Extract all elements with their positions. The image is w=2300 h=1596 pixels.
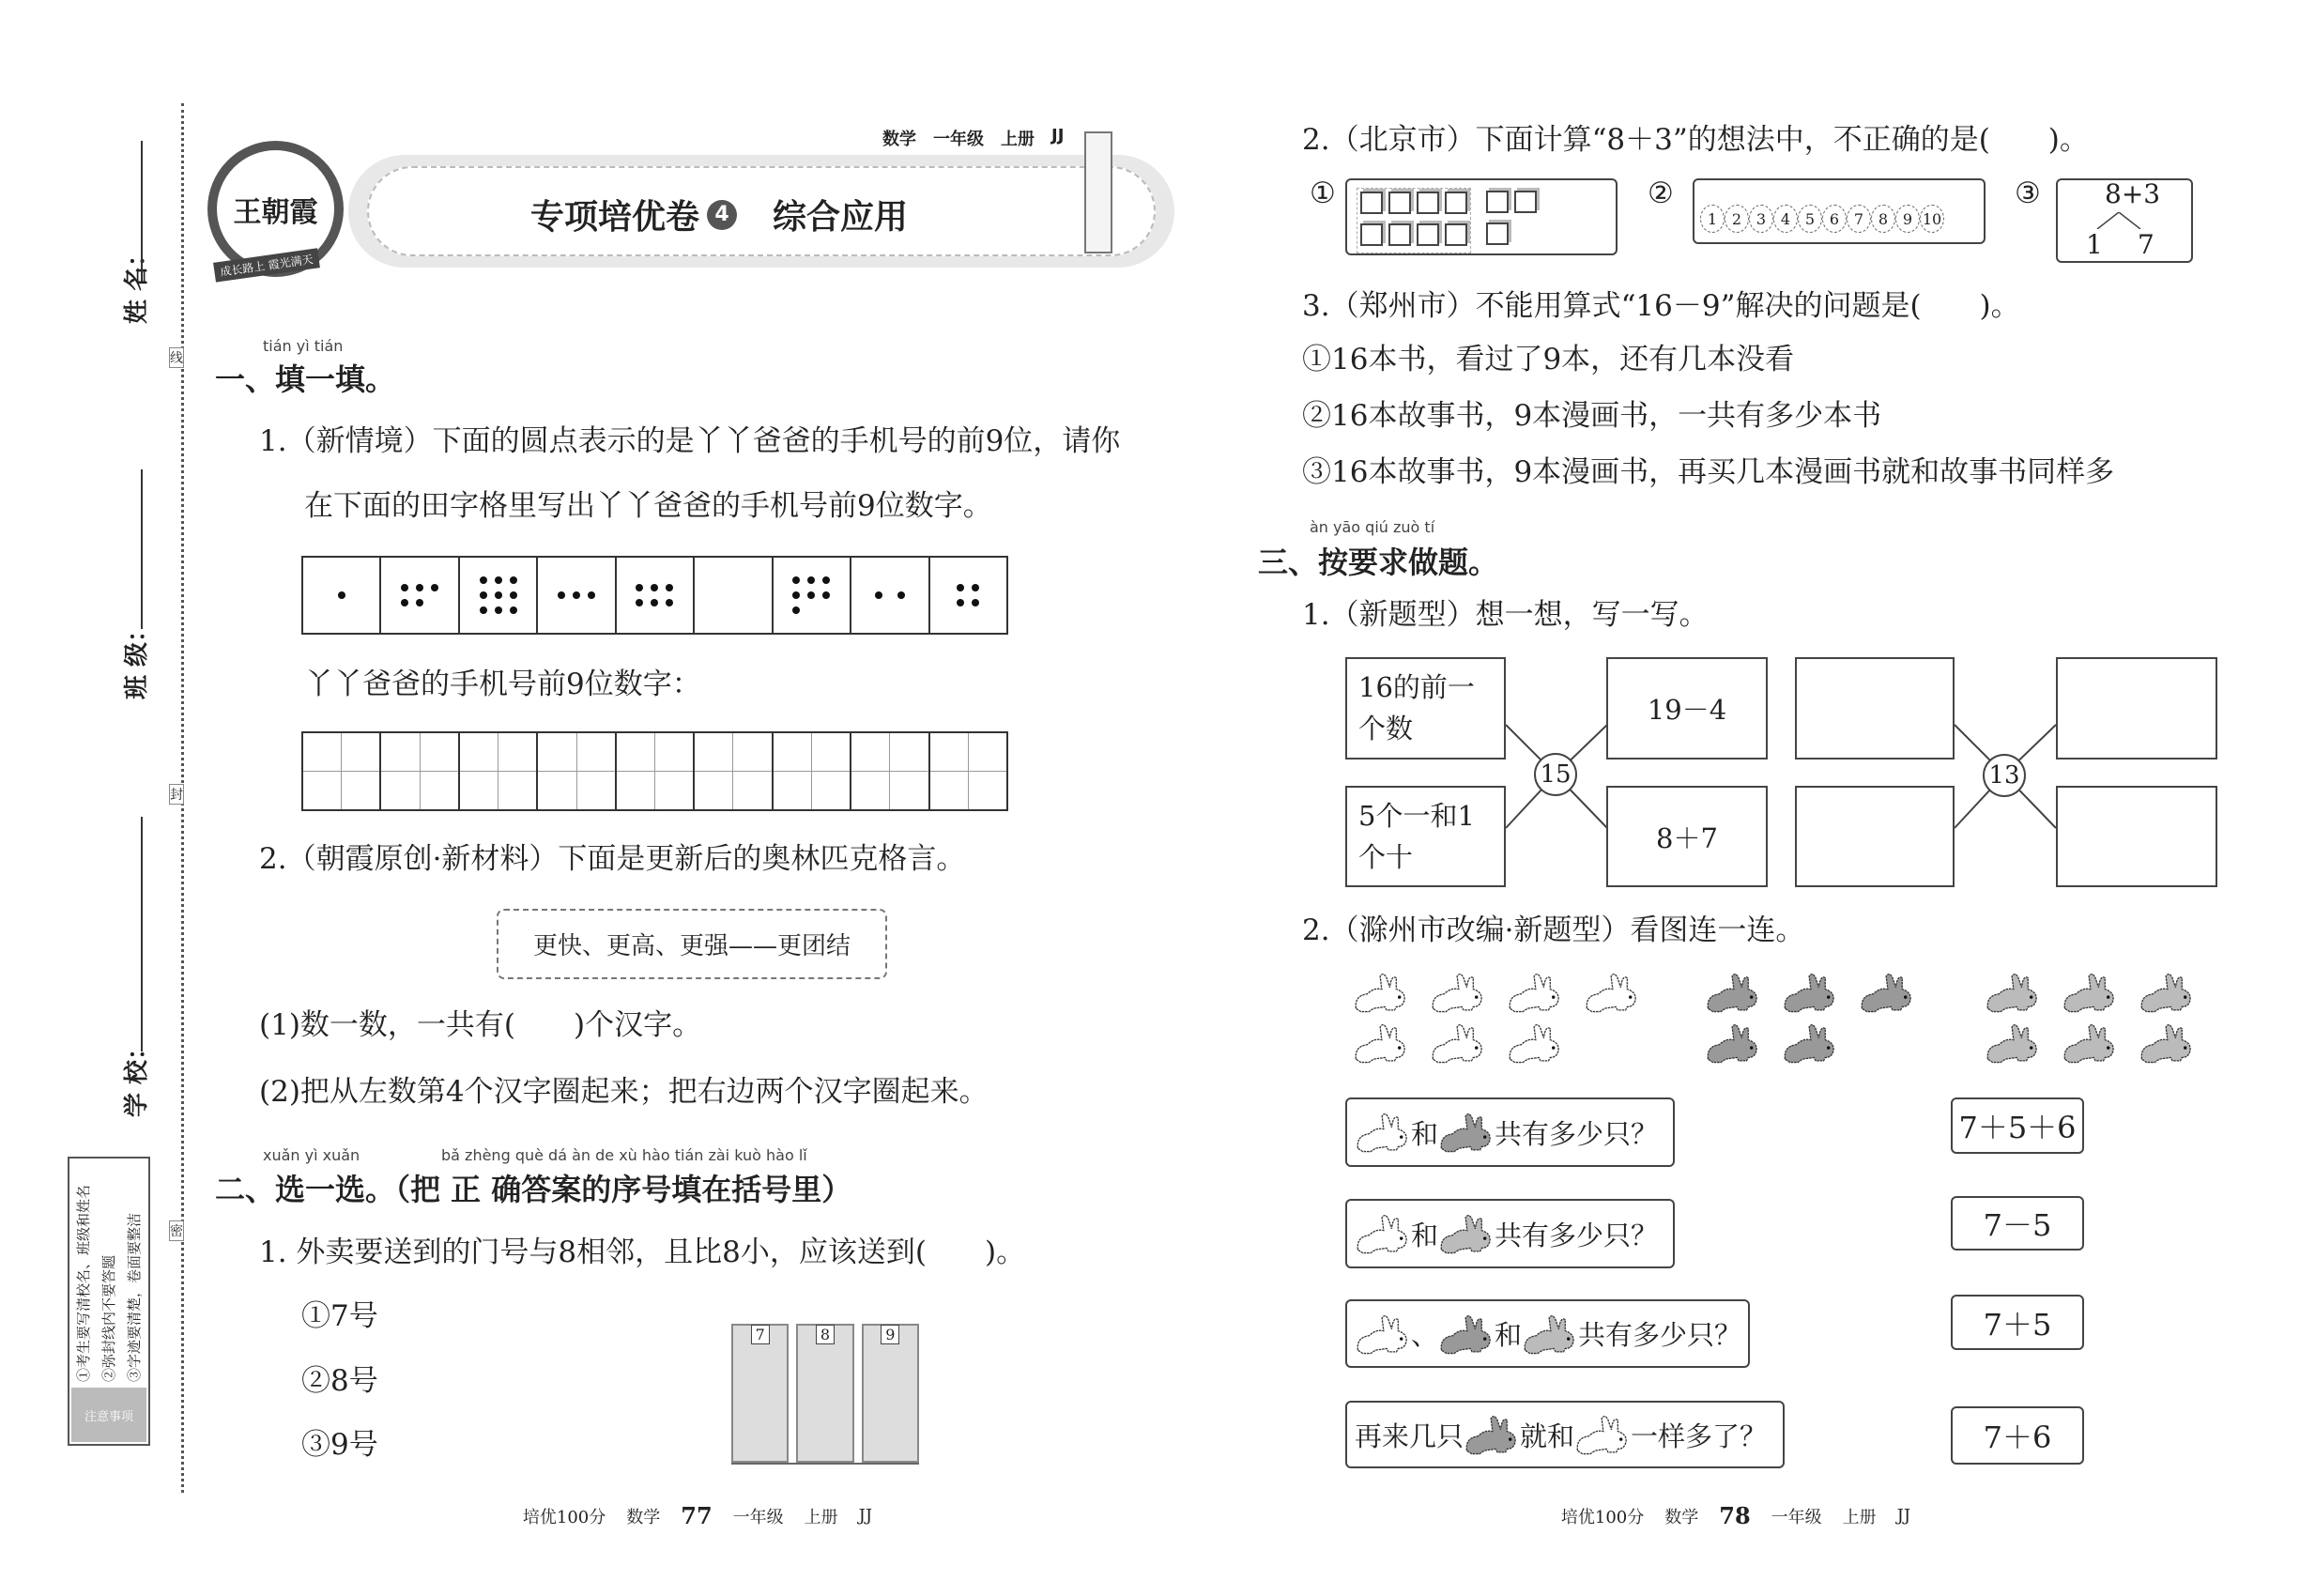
page-title bbox=[530, 191, 908, 238]
gray-rabbit-icon bbox=[1859, 971, 1915, 1014]
dot bbox=[792, 576, 800, 584]
dot bbox=[957, 584, 964, 591]
notice-item: ②弥封线内不要答题 bbox=[100, 1254, 117, 1382]
spotted-rabbit-icon bbox=[2062, 971, 2118, 1014]
gray-rabbit-icon bbox=[1705, 1021, 1761, 1065]
lighthouse-icon bbox=[1084, 131, 1112, 253]
question-prompt: 丫丫爸爸的手机号前9位数字： bbox=[304, 668, 701, 701]
option-label: ② bbox=[1648, 176, 1674, 210]
tianzige-cell[interactable] bbox=[460, 733, 538, 809]
dot-cell bbox=[303, 558, 381, 633]
footer-volume: 上册 bbox=[1842, 1507, 1877, 1527]
option: ③9号 bbox=[301, 1428, 378, 1462]
name-field[interactable] bbox=[141, 141, 143, 282]
split-tree bbox=[2056, 178, 2193, 263]
section-1-title: 一、填一填。 bbox=[215, 361, 396, 397]
option: ①7号 bbox=[301, 1299, 378, 1333]
dot bbox=[416, 584, 423, 591]
white-rabbit-icon bbox=[1507, 971, 1563, 1014]
white-rabbit-icon bbox=[1507, 1021, 1563, 1065]
doors-illustration bbox=[731, 1324, 919, 1465]
number-box: 5个一和1个十 bbox=[1345, 786, 1506, 887]
notice-item: ③字迹要清楚，卷面要整洁 bbox=[126, 1212, 143, 1382]
spotted-rabbit-icon bbox=[1522, 1312, 1578, 1356]
dot bbox=[807, 576, 815, 584]
white-rabbit-icon bbox=[1430, 1021, 1486, 1065]
gray-rabbit-icon bbox=[1464, 1413, 1520, 1456]
gray-rabbit-icon bbox=[1438, 1111, 1495, 1154]
name-label: 姓 名： bbox=[123, 241, 151, 324]
dot bbox=[510, 576, 517, 584]
dot bbox=[807, 591, 815, 599]
dot bbox=[972, 584, 979, 591]
option-label: ③ bbox=[2015, 176, 2041, 210]
dot bbox=[495, 606, 502, 614]
tree-left: 1 bbox=[2086, 229, 2103, 260]
cubes-image bbox=[1345, 178, 1618, 255]
caterpillar-number: 7 bbox=[1847, 205, 1871, 233]
section-3-title: 三、按要求做题。 bbox=[1258, 545, 1499, 580]
door-number: 9 bbox=[881, 1325, 899, 1344]
gray-rabbit-icon bbox=[1782, 971, 1838, 1014]
dot bbox=[588, 591, 595, 599]
dot bbox=[792, 606, 800, 614]
dot bbox=[416, 599, 423, 606]
white-rabbit-icon bbox=[1355, 1312, 1411, 1356]
spotted-rabbits bbox=[1974, 967, 2218, 1068]
card-text: 再来几只 bbox=[1355, 1420, 1464, 1452]
spotted-rabbit-icon bbox=[1985, 1021, 2041, 1065]
question-text: 2.（北京市）下面计算“8＋3”的想法中，不正确的是( )。 bbox=[1302, 123, 2089, 157]
dot bbox=[792, 591, 800, 599]
gray-rabbit-icon bbox=[1782, 1021, 1838, 1065]
dot-cell bbox=[695, 558, 773, 633]
seal-char: 线 bbox=[169, 347, 184, 368]
motto-box bbox=[497, 909, 887, 979]
spotted-rabbit-icon bbox=[1438, 1212, 1495, 1255]
footer-edition: JJ bbox=[1896, 1506, 1911, 1526]
dot bbox=[822, 576, 830, 584]
expression-card[interactable]: 7＋6 bbox=[1951, 1406, 2084, 1465]
option: ②16本故事书，9本漫画书，一共有多少本书 bbox=[1302, 399, 1882, 433]
dot bbox=[822, 591, 830, 599]
footer-brand: 培优100分 bbox=[1560, 1507, 1645, 1527]
section-2-title: 二、选一选。（把 正 确答案的序号填在括号里） bbox=[215, 1172, 852, 1207]
question-text: 2.（朝霞原创·新材料）下面是更新后的奥林匹克格言。 bbox=[259, 842, 966, 876]
card-text: 就和 bbox=[1520, 1420, 1575, 1452]
school-label: 学 校： bbox=[123, 1035, 151, 1117]
title-main: 专项培优卷 bbox=[530, 198, 700, 237]
white-rabbit-icon bbox=[1353, 1021, 1409, 1065]
class-field[interactable] bbox=[141, 469, 143, 629]
title-sub: 综合应用 bbox=[773, 198, 909, 237]
dot-cell bbox=[851, 558, 929, 633]
header-meta bbox=[882, 126, 1064, 150]
school-field[interactable] bbox=[141, 817, 143, 1051]
tianzige-cell[interactable] bbox=[774, 733, 851, 809]
logo-slogan: 成长路上 霞光满天 bbox=[213, 248, 320, 282]
dot bbox=[897, 591, 905, 599]
question-text: 3.（郑州市）不能用算式“16－9”解决的问题是( )。 bbox=[1302, 289, 2020, 323]
question-card[interactable] bbox=[1345, 1199, 1675, 1268]
caterpillar-number: 10 bbox=[1920, 205, 1944, 233]
page-number: 77 bbox=[681, 1502, 713, 1529]
dot bbox=[495, 576, 502, 584]
footer-left bbox=[523, 1502, 872, 1529]
pinyin: bǎ zhèng què dá àn de xù hào tián zài kuò hào lǐ bbox=[441, 1146, 807, 1164]
answer-box[interactable] bbox=[2056, 657, 2217, 760]
spotted-rabbit-icon bbox=[1985, 971, 2041, 1014]
dot bbox=[636, 599, 643, 606]
subject: 数学 bbox=[882, 130, 916, 149]
white-rabbits bbox=[1342, 967, 1662, 1068]
dot bbox=[480, 576, 487, 584]
door-number: 7 bbox=[751, 1325, 770, 1344]
caterpillar-number: 1 bbox=[1700, 205, 1725, 233]
option-label: ① bbox=[1310, 176, 1336, 210]
dot bbox=[972, 599, 979, 606]
caterpillar-number-line bbox=[1693, 178, 1986, 244]
question-text: 1.（新情境）下面的圆点表示的是丫丫爸爸的手机号的前9位，请你 bbox=[259, 424, 1121, 458]
number-box: 8＋7 bbox=[1606, 786, 1768, 887]
white-rabbit-icon bbox=[1355, 1212, 1411, 1255]
expression-card[interactable]: 7＋5 bbox=[1951, 1295, 2084, 1350]
dot bbox=[401, 584, 408, 591]
dot-cell bbox=[381, 558, 459, 633]
page-number: 78 bbox=[1719, 1502, 1751, 1529]
dot bbox=[573, 591, 580, 599]
dot-cell bbox=[930, 558, 1006, 633]
option: ②8号 bbox=[301, 1364, 378, 1398]
center-number: 15 bbox=[1534, 753, 1577, 796]
motto-text: 更快、更高、更强——更团结 bbox=[532, 932, 851, 960]
center-number: 13 bbox=[1983, 754, 2026, 797]
footer-subject: 数学 bbox=[626, 1507, 661, 1527]
class-label: 班 级： bbox=[123, 617, 151, 699]
option: ③16本故事书，9本漫画书，再买几本漫画书就和故事书同样多 bbox=[1302, 455, 2115, 489]
pinyin: xuǎn yì xuǎn bbox=[263, 1146, 360, 1164]
expression-card[interactable]: 7－5 bbox=[1951, 1196, 2084, 1251]
card-text: 、 bbox=[1411, 1319, 1439, 1351]
dot-cell bbox=[538, 558, 616, 633]
card-text: 和 bbox=[1411, 1117, 1439, 1150]
caterpillar-number: 9 bbox=[1895, 205, 1920, 233]
white-rabbit-icon bbox=[1355, 1111, 1411, 1154]
caterpillar-number: 5 bbox=[1798, 205, 1822, 233]
tianzige-cell[interactable] bbox=[381, 733, 459, 809]
answer-box[interactable] bbox=[1795, 786, 1955, 887]
pinyin: tián yì tián bbox=[263, 337, 344, 355]
dot-cell bbox=[617, 558, 695, 633]
dot bbox=[636, 584, 643, 591]
card-text: 和 bbox=[1495, 1319, 1523, 1351]
seal-char: 密 bbox=[169, 1220, 184, 1241]
footer-grade: 一年级 bbox=[1771, 1507, 1822, 1527]
footer-volume: 上册 bbox=[804, 1507, 838, 1527]
caterpillar-number: 4 bbox=[1773, 205, 1798, 233]
caterpillar-number: 3 bbox=[1749, 205, 1773, 233]
spotted-rabbit-icon bbox=[2139, 1021, 2195, 1065]
volume: 上册 bbox=[1001, 130, 1035, 149]
dot-cells bbox=[301, 556, 1008, 635]
card-text: 和 bbox=[1411, 1219, 1439, 1251]
white-rabbit-icon bbox=[1574, 1413, 1631, 1456]
tianzige-cell[interactable] bbox=[851, 733, 929, 809]
white-rabbit-icon bbox=[1430, 971, 1486, 1014]
dot bbox=[651, 584, 658, 591]
dot bbox=[957, 599, 964, 606]
footer-grade: 一年级 bbox=[732, 1507, 784, 1527]
white-rabbit-icon bbox=[1353, 971, 1409, 1014]
card-text: 一样多了？ bbox=[1631, 1420, 1768, 1452]
notice-title: 注意事项 bbox=[71, 1388, 146, 1442]
question-text: 1. 外卖要送到的门号与8相邻，且比8小，应该送到( )。 bbox=[259, 1235, 1026, 1269]
gray-rabbit-icon bbox=[1438, 1312, 1495, 1356]
question-text: (1)数一数，一共有( )个汉字。 bbox=[259, 1008, 702, 1042]
gray-rabbits bbox=[1694, 967, 1939, 1068]
question-text: 1.（新题型）想一想，写一写。 bbox=[1302, 598, 1709, 632]
footer-right bbox=[1561, 1502, 1910, 1529]
tree-top: 8+3 bbox=[2105, 178, 2161, 209]
question-text: 2.（滁州市改编·新题型）看图连一连。 bbox=[1302, 913, 1805, 947]
dot bbox=[510, 606, 517, 614]
dot bbox=[338, 591, 345, 599]
tianzige-cell[interactable] bbox=[303, 733, 381, 809]
dot bbox=[666, 599, 673, 606]
tianzige-cell[interactable] bbox=[695, 733, 773, 809]
question-card[interactable] bbox=[1345, 1097, 1675, 1167]
dot bbox=[495, 591, 502, 599]
tree-right: 7 bbox=[2138, 229, 2154, 260]
question-card[interactable] bbox=[1345, 1299, 1750, 1368]
tianzige-cell[interactable] bbox=[617, 733, 695, 809]
dot bbox=[480, 591, 487, 599]
white-rabbit-icon bbox=[1584, 971, 1640, 1014]
door-number: 8 bbox=[816, 1325, 835, 1344]
pinyin: àn yāo qiú zuò tí bbox=[1310, 518, 1435, 536]
card-text: 共有多少只？ bbox=[1578, 1319, 1742, 1351]
tianzige-cell[interactable] bbox=[538, 733, 616, 809]
notice-box bbox=[68, 1157, 150, 1446]
spotted-rabbit-icon bbox=[2139, 971, 2195, 1014]
logo-text: 王朝霞 bbox=[233, 195, 318, 229]
tianzige-grid[interactable] bbox=[301, 731, 1008, 811]
caterpillar-number: 2 bbox=[1725, 205, 1749, 233]
option: ①16本书，看过了9本，还有几本没看 bbox=[1302, 343, 1795, 376]
dot bbox=[558, 591, 565, 599]
question-card[interactable] bbox=[1345, 1401, 1785, 1468]
gray-rabbit-icon bbox=[1705, 971, 1761, 1014]
grade: 一年级 bbox=[933, 130, 984, 149]
card-text: 共有多少只？ bbox=[1495, 1219, 1659, 1251]
dot bbox=[651, 599, 658, 606]
notice-item: ①考生要写清校名、班级和姓名 bbox=[75, 1184, 92, 1382]
question-text: (2)把从左数第4个汉字圈起来；把右边两个汉字圈起来。 bbox=[259, 1075, 989, 1109]
dot-cell bbox=[774, 558, 851, 633]
question-text: 在下面的田字格里写出丫丫爸爸的手机号前9位数字。 bbox=[304, 489, 992, 523]
spotted-rabbit-icon bbox=[2062, 1021, 2118, 1065]
expression-card[interactable]: 7＋5＋6 bbox=[1951, 1097, 2084, 1154]
dot bbox=[510, 591, 517, 599]
tianzige-cell[interactable] bbox=[930, 733, 1006, 809]
card-text: 共有多少只？ bbox=[1495, 1117, 1659, 1150]
caterpillar-number: 8 bbox=[1871, 205, 1895, 233]
footer-brand: 培优100分 bbox=[522, 1507, 606, 1527]
dot bbox=[401, 599, 408, 606]
number-box: 19－4 bbox=[1606, 657, 1768, 760]
number-box: 16的前一个数 bbox=[1345, 657, 1506, 760]
footer-subject: 数学 bbox=[1664, 1507, 1699, 1527]
edition: JJ bbox=[1051, 126, 1065, 146]
dot-cell bbox=[460, 558, 538, 633]
dot bbox=[666, 584, 673, 591]
dot bbox=[480, 606, 487, 614]
answer-box[interactable] bbox=[1795, 657, 1955, 760]
caterpillar-number: 6 bbox=[1822, 205, 1847, 233]
title-number: 4 bbox=[707, 200, 737, 230]
answer-box[interactable] bbox=[2056, 786, 2217, 887]
seal-char: 封 bbox=[169, 784, 184, 805]
dot bbox=[431, 584, 438, 591]
footer-edition: JJ bbox=[858, 1506, 873, 1526]
dot bbox=[875, 591, 882, 599]
